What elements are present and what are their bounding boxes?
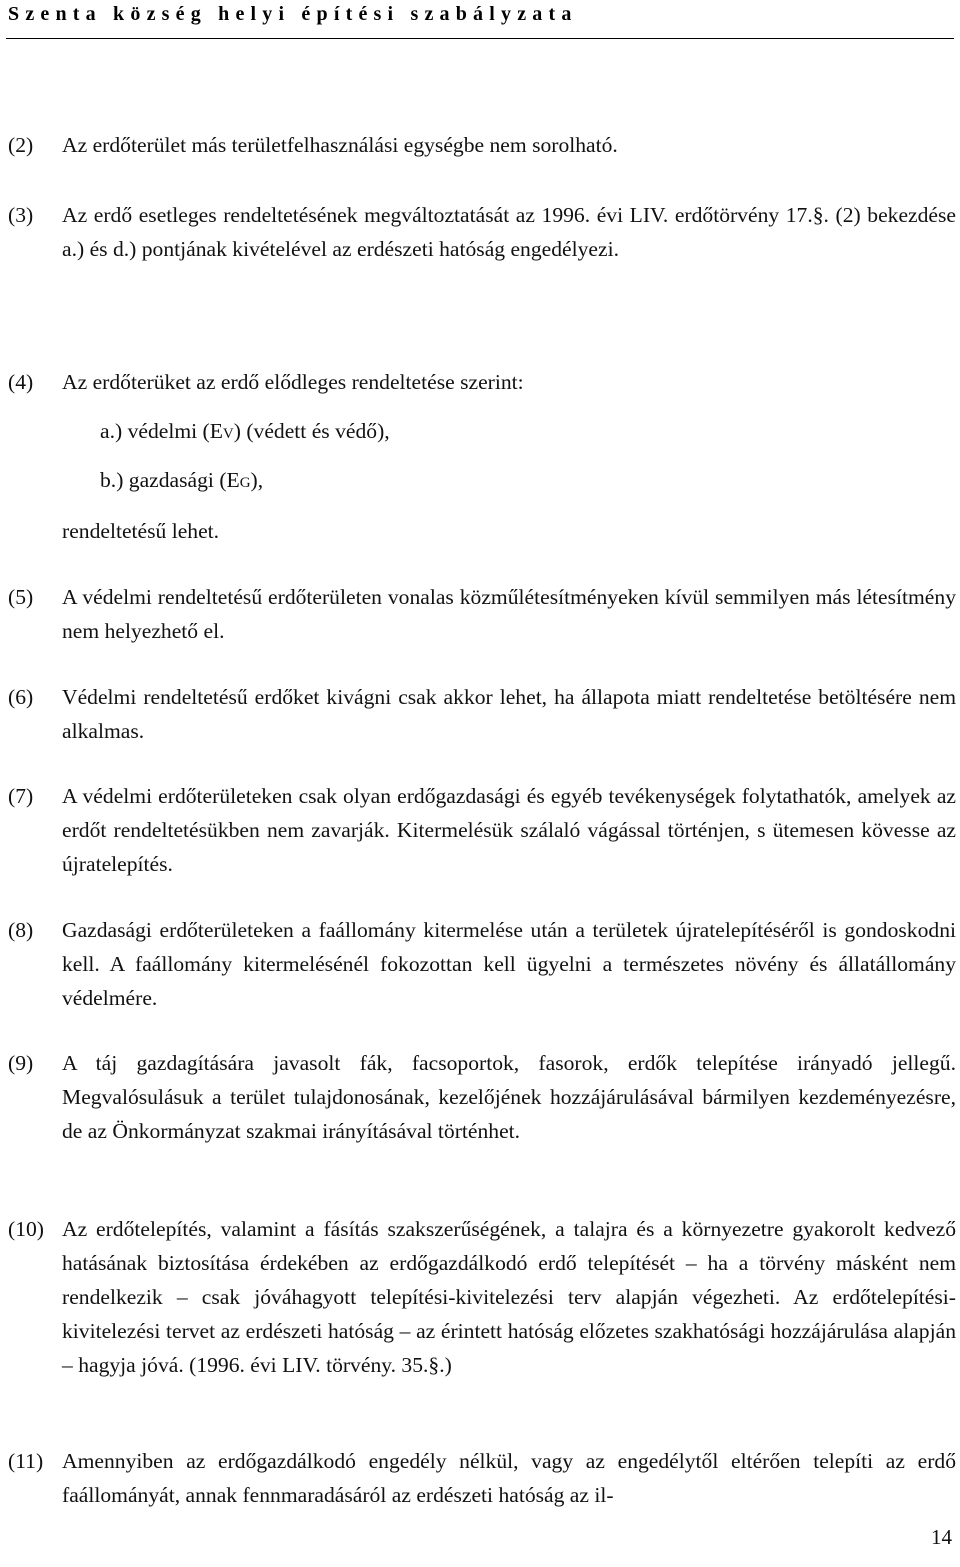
paragraph-text: A védelmi erdőterületeken csak olyan erdőgazdasági és egyéb tevékenységek folytathatók, amelyek az erdőt rendeltetésükben nem zavarják. Kitermelésük szálaló vágással történjen, s ütemesen kövesse az újratelepítés. [62,784,956,876]
sublist-tail: rendeltetésű lehet. [62,519,220,543]
sublist-item-b-suffix: ), [250,468,264,492]
paragraph-6 [8,680,956,748]
header-title: Szenta község helyi építési szabályzata [8,3,578,25]
paragraph-8 [8,913,956,1015]
paragraph-number: (8) [8,918,34,942]
paragraph-text: Amennyiben az erdőgazdálkodó engedély nélkül, vagy az engedélytől eltérően telepíti az erdő faállományát, annak fennmaradásáról az erdészeti hatóság az il- [62,1449,956,1507]
paragraph-11 [8,1444,956,1512]
header-rule [6,38,954,39]
sublist-item-b-prefix: b.) gazdasági (E [100,468,240,492]
paragraph-3 [8,198,956,266]
sublist-item-a-subscript: V [222,426,234,442]
page-number: 14 [931,1525,952,1549]
paragraph-text: Gazdasági erdőterületeken a faállomány kitermelése után a területek újratelepítéséről is gondoskodni kell. A faállomány kitermelésénél fokozottan kell ügyelni a természetes növény és állatállomány védelmére. [62,918,956,1010]
paragraph-text: Az erdőtelepítés, valamint a fásítás szakszerűségének, a talajra és a környezetre gyakorolt kedvező hatásának biztosítása érdekében az erdőgazdálkodó erdő telepítését – ha a törvény másként nem rendelkezik – csak jóváhagyott telepítési-kivitelezési terv alapján végezheti. Az erdőtelepítési-kivitelezési tervet az erdészeti hatóság – az érintett hatóság előzetes szakhatósági hozzájárulása alapján – hagyja jóvá. (1996. évi LIV. törvény. 35.§.) [62,1217,956,1377]
paragraph-text: Védelmi rendeltetésű erdőket kivágni csak akkor lehet, ha állapota miatt rendeltetése betöltésére nem alkalmas. [62,685,956,743]
paragraph-7 [8,779,956,881]
paragraph-number: (9) [8,1051,34,1075]
paragraph-number: (6) [8,685,34,709]
sublist-item-b-subscript: G [239,475,251,491]
paragraph-number: (2) [8,133,34,157]
sublist-item-a [100,414,390,451]
paragraph-text: Az erdő esetleges rendeltetésének megváltoztatását az 1996. évi LIV. erdőtörvény 17.§. (2) bekezdése a.) és d.) pontjának kivételével az erdészeti hatóság engedélyezi. [62,203,956,261]
sublist-item-a-prefix: a.) védelmi (E [100,419,223,443]
paragraph-5 [8,580,956,648]
paragraph-number: (11) [8,1449,44,1473]
paragraph-text: Az erdőterüket az erdő elődleges rendeltetése szerint: [62,370,524,394]
paragraph-text: Az erdőterület más területfelhasználási egységbe nem sorolható. [62,133,618,157]
page-header [0,0,960,42]
paragraph-number: (10) [8,1217,44,1241]
sublist-item-a-suffix: ) (védett és védő), [233,419,390,443]
paragraph-number: (3) [8,203,34,227]
paragraph-number: (4) [8,370,34,394]
paragraph-9 [8,1046,956,1148]
paragraph-text: A védelmi rendeltetésű erdőterületen vonalas közműlétesítményeken kívül semmilyen más létesítmény nem helyezhető el. [62,585,956,643]
paragraph-number: (7) [8,784,34,808]
paragraph-2 [8,128,956,162]
paragraph-10 [8,1212,956,1382]
paragraph-number: (5) [8,585,34,609]
paragraph-text: A táj gazdagítására javasolt fák, facsoportok, fasorok, erdők telepítése irányadó jellegű. Megvalósulásuk a terület tulajdonosának, kezelőjének hozzájárulásával bármilyen kezdeményezésre, de az Önkormányzat szakmai irányításával történhet. [62,1051,956,1143]
sublist-item-b [100,463,263,500]
paragraph-4 [8,365,956,399]
